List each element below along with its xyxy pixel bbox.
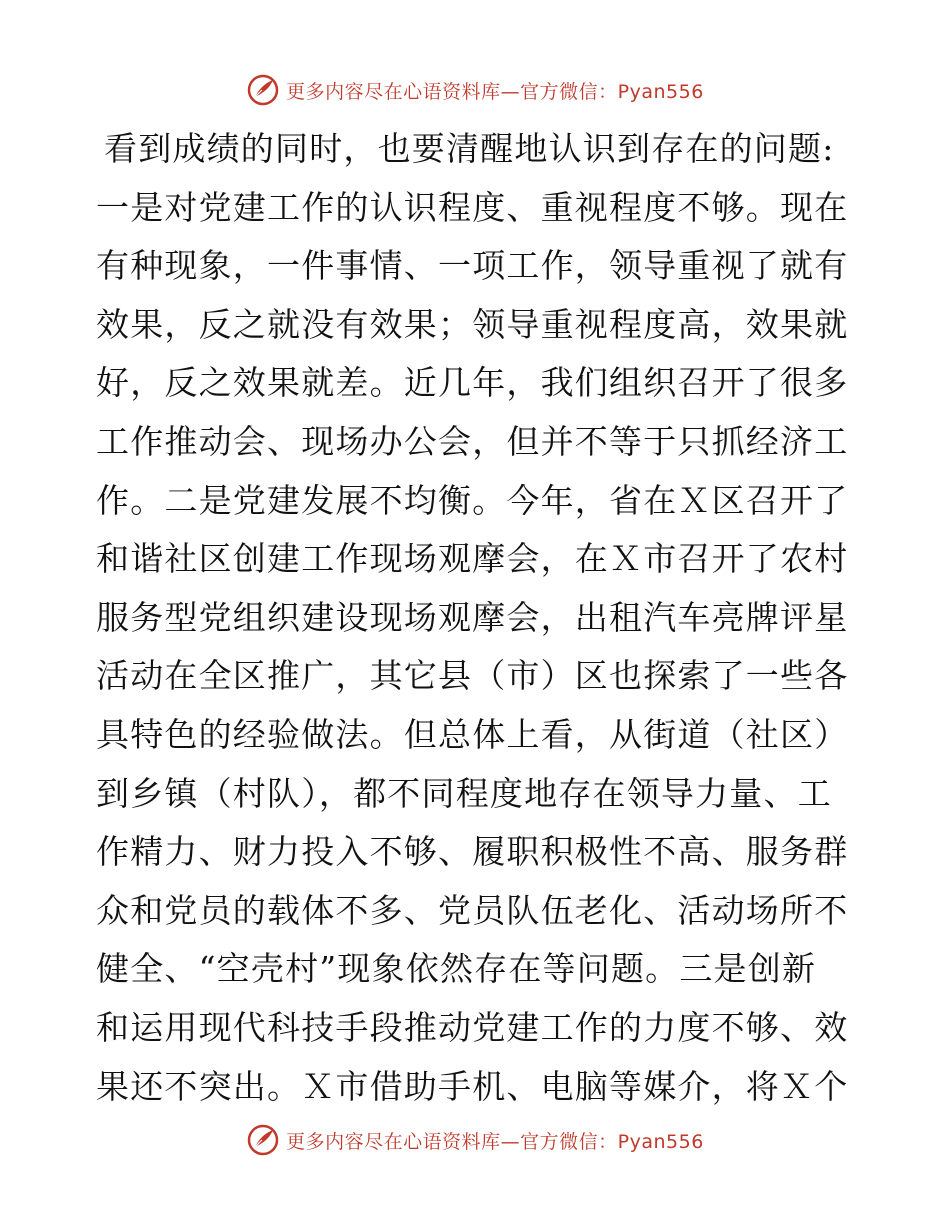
document-body <box>96 120 856 1116</box>
header-banner <box>0 70 950 110</box>
text-line: 果还不突出。Ｘ市借助手机、电脑等媒介，将Ｘ个 <box>96 1066 849 1106</box>
footer-banner-text: 更多内容尽在心语资料库—官方微信：Pyan556 <box>286 1130 704 1153</box>
text-line: 效果，反之就没有效果；领导重视程度高，效果就 <box>96 304 849 344</box>
quill-logo-icon <box>246 1123 280 1157</box>
text-line: 作。二是党建发展不均衡。今年，省在Ｘ区召开了 <box>96 480 849 520</box>
text-line: 具特色的经验做法。但总体上看，从街道（社区） <box>96 714 849 754</box>
text-line: 和运用现代科技手段推动党建工作的力度不够、效 <box>96 1007 849 1047</box>
text-line: 到乡镇（村队），都不同程度地存在领导力量、工 <box>96 773 832 813</box>
quill-logo-icon <box>246 73 280 107</box>
text-line: 工作推动会、现场办公会，但并不等于只抓经济工 <box>96 421 849 461</box>
text-line: 众和党员的载体不多、党员队伍老化、活动场所不 <box>96 890 849 930</box>
text-line: 服务型党组织建设现场观摩会，出租汽车亮牌评星 <box>96 597 849 637</box>
text-line: 一是对党建工作的认识程度、重视程度不够。现在 <box>96 187 849 227</box>
header-banner-text: 更多内容尽在心语资料库—官方微信：Pyan556 <box>286 80 704 103</box>
text-line: 活动在全区推广，其它县（市）区也探索了一些各 <box>96 656 849 696</box>
text-line: 好，反之效果就差。近几年，我们组织召开了很多 <box>96 363 849 403</box>
text-line: 有种现象，一件事情、一项工作，领导重视了就有 <box>96 246 849 286</box>
text-line: 看到成绩的同时，也要清醒地认识到存在的问题: <box>104 129 835 168</box>
footer-banner <box>0 1120 950 1160</box>
text-line: 和谐社区创建工作现场观摩会，在Ｘ市召开了农村 <box>96 539 849 579</box>
text-line: 作精力、财力投入不够、履职积极性不高、服务群 <box>96 832 849 872</box>
text-line: 健全、“空壳村”现象依然存在等问题。三是创新 <box>96 949 817 989</box>
